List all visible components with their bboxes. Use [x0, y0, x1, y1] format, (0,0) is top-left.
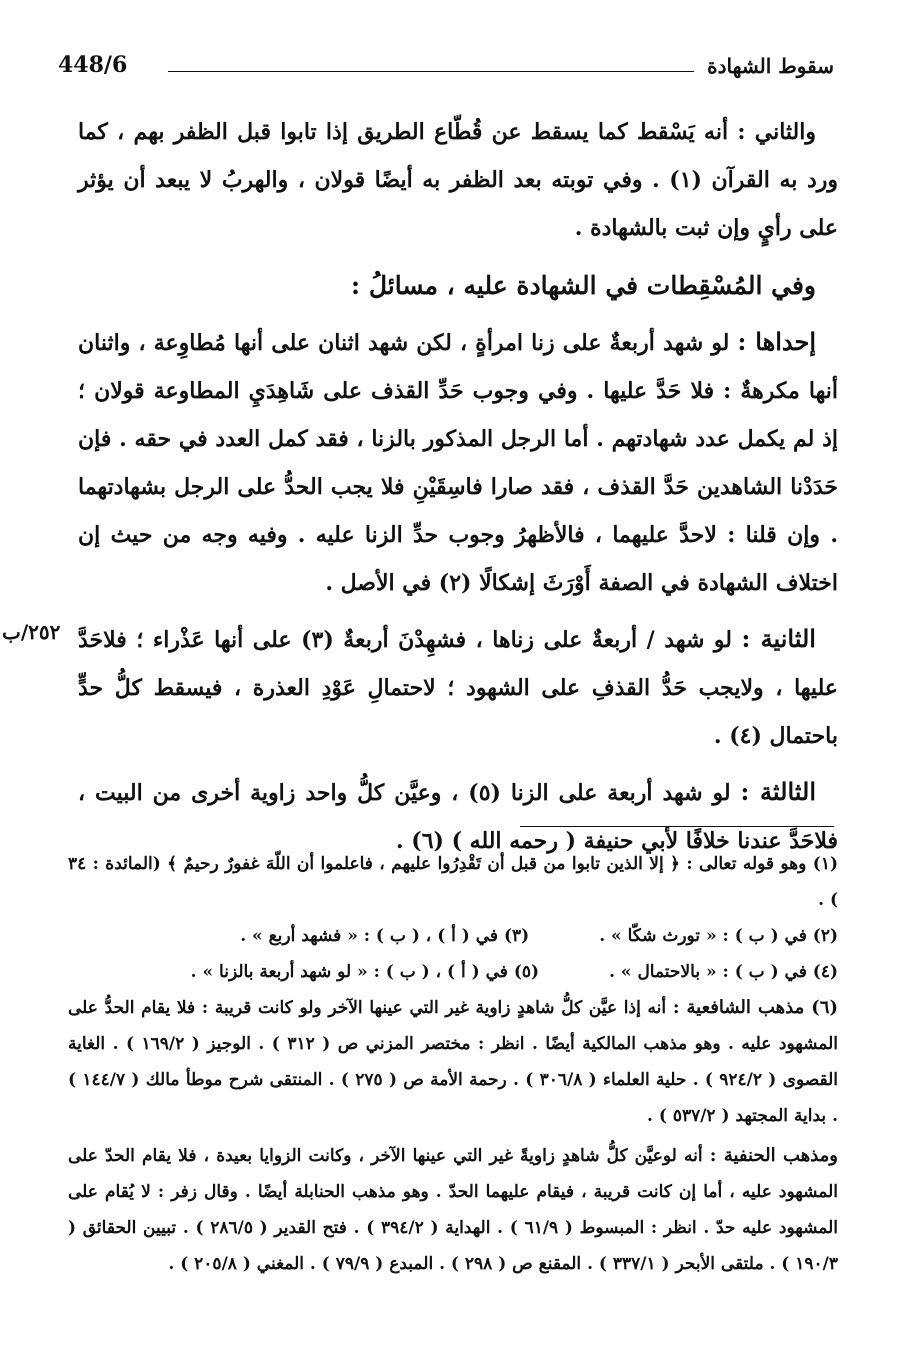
paragraph-intro: والثاني : أنه يَسْقط كما يسقط عن قُطّاع الطريق إذا تابوا قبل الظفر بهم ، كما ورد به القرآن (١) . وفي توبته بعد الظفر به أيضًا قولان ، والهربُ لا يبعد أن يؤثر على رأيٍ وإن ثبت بالشهادة .: [78, 119, 839, 241]
footnote-6-label: (٦) مذهب الشافعية :: [672, 997, 838, 1018]
footnote-7-text: أنه لوعيَّن كلُّ شاهدٍ زاويةً غير التي عينها الآخر ، وكانت الزوايا بعيدة ، فلا يقام الحدّ على المشهود عليه ، أما إن كانت قريبة ، فيقام عليهما الحدّ . وهو مذهب الحنابلة أيضًا . وقال زفر : لا يُقام على المشهود عليه حدّ . انظر : المبسوط ( ٦١/٩ ) . الهداية ( ٣٩٤/٢ ) . فتح القدير ( ٢٨٦/٥ ) . تبيين الحقائق ( ١٩٠/٣ ) . ملتقى الأبحر ( ٣٣٧/١ ) . المقنع ص ( ٢٩٨ ) . المبدع ( ٧٩/٩ ) . المغني ( ٢٠٥/٨ ) .: [68, 1146, 838, 1274]
footnote-1: (١) وهو قوله تعالى : ﴿ إلا الذين تابوا من قبل أن تَقْدِرُوا عليهم ، فاعلموا أن اللّهَ غفورٌ رحيمٌ ﴾ (المائدة : ٣٤ ) .: [68, 854, 838, 910]
header-page-ref: 448/6: [58, 52, 128, 78]
footnote-row-4-5: [68, 954, 838, 990]
issue-text-third: لو شهد أربعة على الزنا (٥) ، وعيَّن كلُّ واحد زاوية أخرى من البيت ، فلاحَدَّ عندنا خلافًا لأبي حنيفة ( رحمه الله ) (٦) .: [78, 780, 838, 854]
issue-label-third: الثالثة :: [740, 777, 816, 806]
header-rule: [168, 71, 694, 72]
issue-label-first: إحداها :: [737, 327, 816, 356]
issue-text-second: لو شهد / أربعةٌ على زناها ، فشهِدْنَ أربعةٌ (٣) على أنها عَذْراء ؛ فلاحَدَّ عليها ، ولايجب حَدُّ القذفِ على الشهود ؛ لاحتمالِ عَوْدِ العذرة ، فيسقط كلُّ حدٍّ باحتمال (٤) .: [78, 627, 838, 749]
running-header: [58, 52, 834, 86]
footnotes: [68, 846, 838, 1282]
footnote-row-2-3: [68, 918, 838, 954]
footnote-6-continued: [68, 1138, 838, 1282]
paragraph-second-issue: [78, 615, 838, 760]
footnote-2: (٢) في ( ب ) : « تورث شكّا » .: [599, 926, 838, 946]
section-heading: وفي المُسْقِطات في الشهادة عليه ، مسائلُ :: [350, 271, 816, 300]
footnote-6: [68, 990, 838, 1134]
main-text: [78, 108, 838, 865]
footnote-7-label: ومذهب الحنفية :: [709, 1145, 839, 1166]
header-title: سقوط الشهادة: [707, 54, 834, 78]
footnote-separator: [520, 826, 834, 827]
issue-label-second: الثانية :: [741, 624, 816, 653]
manuscript-folio-note: ٢٥٢/ب: [2, 620, 61, 644]
footnote-4: (٤) في ( ب ) : « بالاحتمال » .: [609, 962, 838, 982]
issue-text-first: لو شهد أربعةٌ على زنا امرأةٍ ، لكن شهد اثنان على أنها مُطاوِعة ، واثنان أنها مكرهةٌ : فلا حَدَّ عليها . وفي وجوب حَدِّ القذف على شَاهِدَيِ المطاوعة قولان ؛ إذ لم يكمل عدد شهادتهم . أما الرجل المذكور بالزنا ، فقد كمل العدد في حقه . فإن حَدَدْنا الشاهدين حَدَّ القذف ، فقد صارا فاسِقَيْنِ فلا يجب الحدُّ على الرجل بشهادتهما . وإن قلنا : لاحدَّ عليهما ، فالأظهرُ وجوب حدِّ الزنا عليه . وفيه وجه من حيث إن اختلاف الشهادة في الصفة أَوْرَثَ إشكالًا (٢) في الأصل .: [78, 330, 838, 596]
footnote-3: (٣) في ( أ ) ، ( ب ) : « فشهد أربع » .: [240, 926, 530, 946]
footnote-6-text: أنه إذا عيَّن كلُّ شاهدٍ زاوية غير التي عينها الآخر ولو كانت قريبة : فلا يقام الحدُّ على المشهود عليه . وهو مذهب المالكية أيضًا . انظر : مختصر المزني ص ( ٣١٢ ) . الوجيز ( ١٦٩/٢ ) . الغاية القصوى ( ٩٢٤/٢ ) . حلية العلماء ( ٣٠٦/٨ ) . رحمة الأمة ص ( ٢٧٥ ) . المنتقى شرح موطأ مالك ( ١٤٤/٧ ) . بداية المجتهد ( ٥٣٧/٢ ) .: [68, 998, 838, 1126]
paragraph-first-issue: [78, 318, 838, 607]
footnote-5: (٥) في ( أ ) ، ( ب ) : « لو شهد أربعة بالزنا » .: [190, 962, 540, 982]
